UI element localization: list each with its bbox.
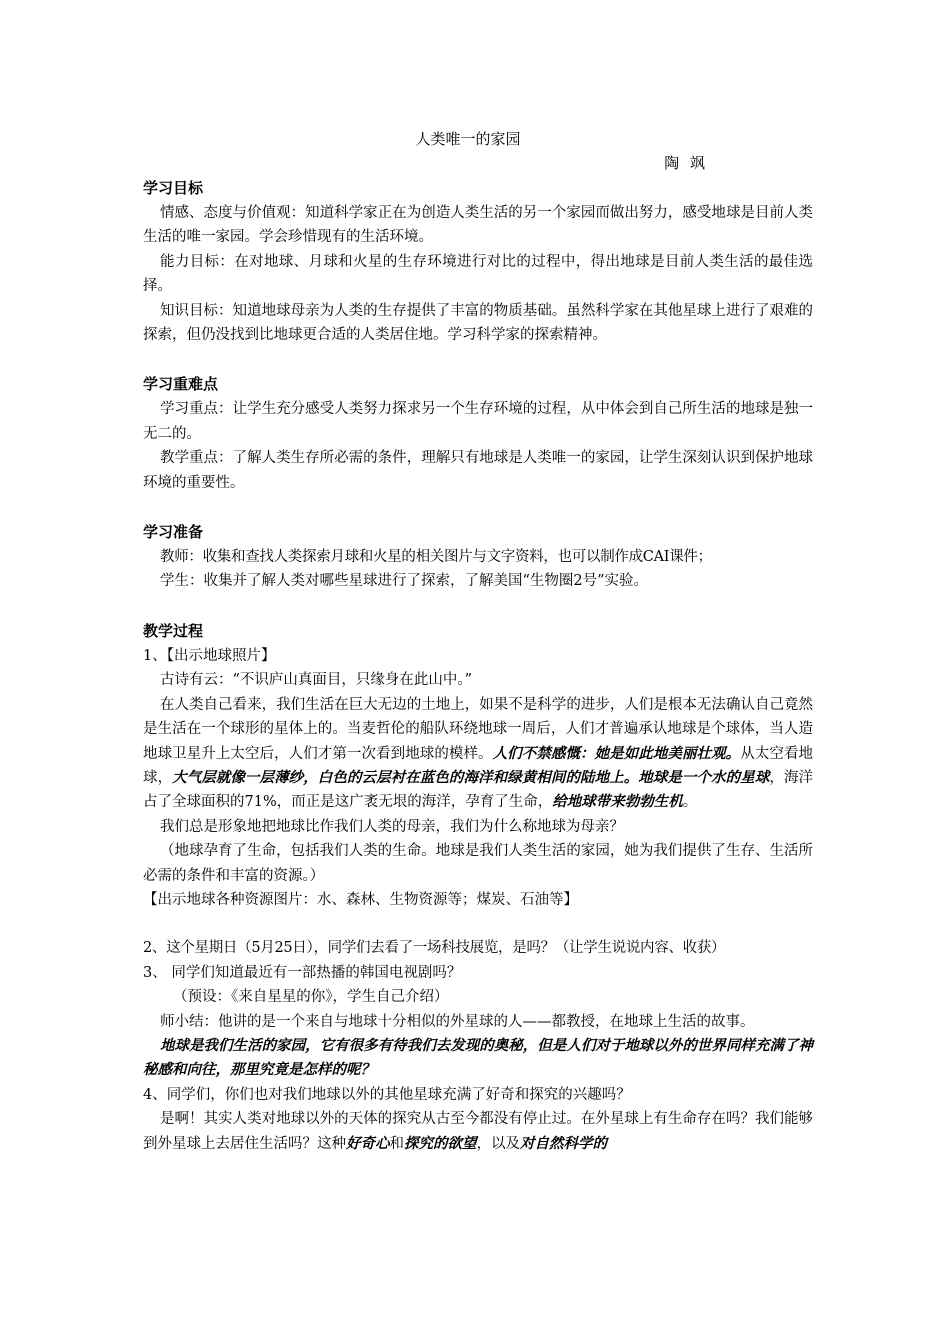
text-run: ，海洋占了全球面积的71%，而正是这广袤无垠的海洋，孕育了生命， [143,769,814,811]
emphasis-text: 好奇心 [346,1135,390,1152]
goals-paragraph: 知识目标：知道地球母亲为人类的生存提供了丰富的物质基础。虽然科学家在其他星球上进行了艰难的探索，但仍没找到比地球更合适的人类居住地。学习科学家的探索精神。 [143,302,813,344]
keypoints-paragraph: 教学重点：了解人类生存所必需的条件，理解只有地球是人类唯一的家园，让学生深刻认识到保护地球环境的重要性。 [143,450,813,491]
question-line: 我们总是形象地把地球比作我们人类的母亲，我们为什么称地球为母亲？ [160,818,624,835]
prep-paragraph: 学生：收集并了解人类对哪些星球进行了探索，了解美国“生物圈2号”实验。 [160,573,649,590]
section-title: 1、【出示地球照片】 [143,647,276,664]
curiosity-paragraph [143,1107,813,1156]
keypoints-heading: 学习重难点 [143,375,219,394]
prep-heading: 学习准备 [143,523,204,542]
emphasis-text: 探究的欲望 [404,1135,477,1152]
emphasis-text: 给地球带来勃勃生机 [552,794,683,811]
emphasis-text: 地球是一个水的星球 [638,769,770,786]
answer-paragraph: （地球孕育了生命，包括我们人类的生命。地球是我们人类生活的家园，她为我们提供了生存、生活所必需的条件和丰富的资源。） [143,843,813,884]
emphasis-text: 大气层就像一层薄纱，白色的云层衬在蓝色的海洋和绿黄相间的陆地上。 [172,769,639,786]
text-run: 和 [389,1135,404,1152]
text-run: 。 [682,794,698,811]
doc-title: 人类唯一的家园 [415,130,521,148]
preset-line: （预设：《来自星星的你》，学生自己介绍） [173,989,449,1006]
text-run: 在人类自己看来，我们生活在巨大无边的土地上，如果不是科学的进步，人们是根本无法确认自己竟然是生活在一个球形的星体上的。当麦哲伦的船队环绕地球一周后，人们才普遍承认地球是个球体，当人造地球卫星升上太空后，人们才第一次看到地球的模样。 [143,696,813,762]
goals-paragraph: 情感、态度与价值观：知道科学家正在为创造人类生活的另一个家园而做出努力，感受地球是目前人类生活的唯一家园。学会珍惜现有的生活环境。 [143,205,813,246]
show-resources-line: 【出示地球各种资源图片：水、森林、生物资源等；煤炭、石油等】 [143,891,578,908]
process-heading: 教学过程 [143,621,204,640]
emphasis-paragraph: 地球是我们生活的家园，它有很多有待我们去发现的奥秘，但是人们对于地球以外的世界同样充满了神秘感和向往，那里究竟是怎样的呢？ [143,1037,813,1079]
section-2-line: 2、这个星期日（5月25日），同学们去看了一场科技展览，是吗？（让学生说说内容、收获） [143,940,726,957]
earth-paragraph [143,693,813,815]
prep-paragraph: 教师：收集和查找人类探索月球和火星的相关图片与文字资料，也可以制作成CAI课件； [160,549,712,566]
poem-line: 古诗有云：“不识庐山真面目，只缘身在此山中。” [160,672,473,689]
emphasis-text: 人们不禁感慨：她是如此地美丽壮观。 [492,745,741,762]
teacher-summary: 师小结：他讲的是一个来自与地球十分相似的外星球的人——都教授，在地球上生活的故事。 [160,1013,755,1030]
section-4-line: 4、同学们，你们也对我们地球以外的其他星球充满了好奇和探究的兴趣吗？ [143,1086,631,1103]
goals-paragraph: 能力目标：在对地球、月球和火星的生存环境进行对比的过程中，得出地球是目前人类生活的最佳选择。 [143,253,813,295]
document-page [143,127,813,1156]
text-run: 是啊！其实人类对地球以外的天体的探究从古至今都没有停止过。在外星球上有生命存在吗？我们能够到外星球上去居住生活吗？这种 [143,1111,813,1152]
section-3-line: 3、 同学们知道最近有一部热播的韩国电视剧吗？ [143,964,462,981]
text-run: 从太空看地球， [143,745,814,786]
keypoints-paragraph: 学习重点：让学生充分感受人类努力探求另一个生存环境的过程，从中体会到自己所生活的地球是独一无二的。 [143,401,813,442]
text-run: ，以及 [476,1135,520,1152]
goals-heading: 学习目标 [143,179,204,197]
emphasis-text: 对自然科学的 [520,1135,607,1152]
doc-author: 陶 飒 [664,154,708,172]
